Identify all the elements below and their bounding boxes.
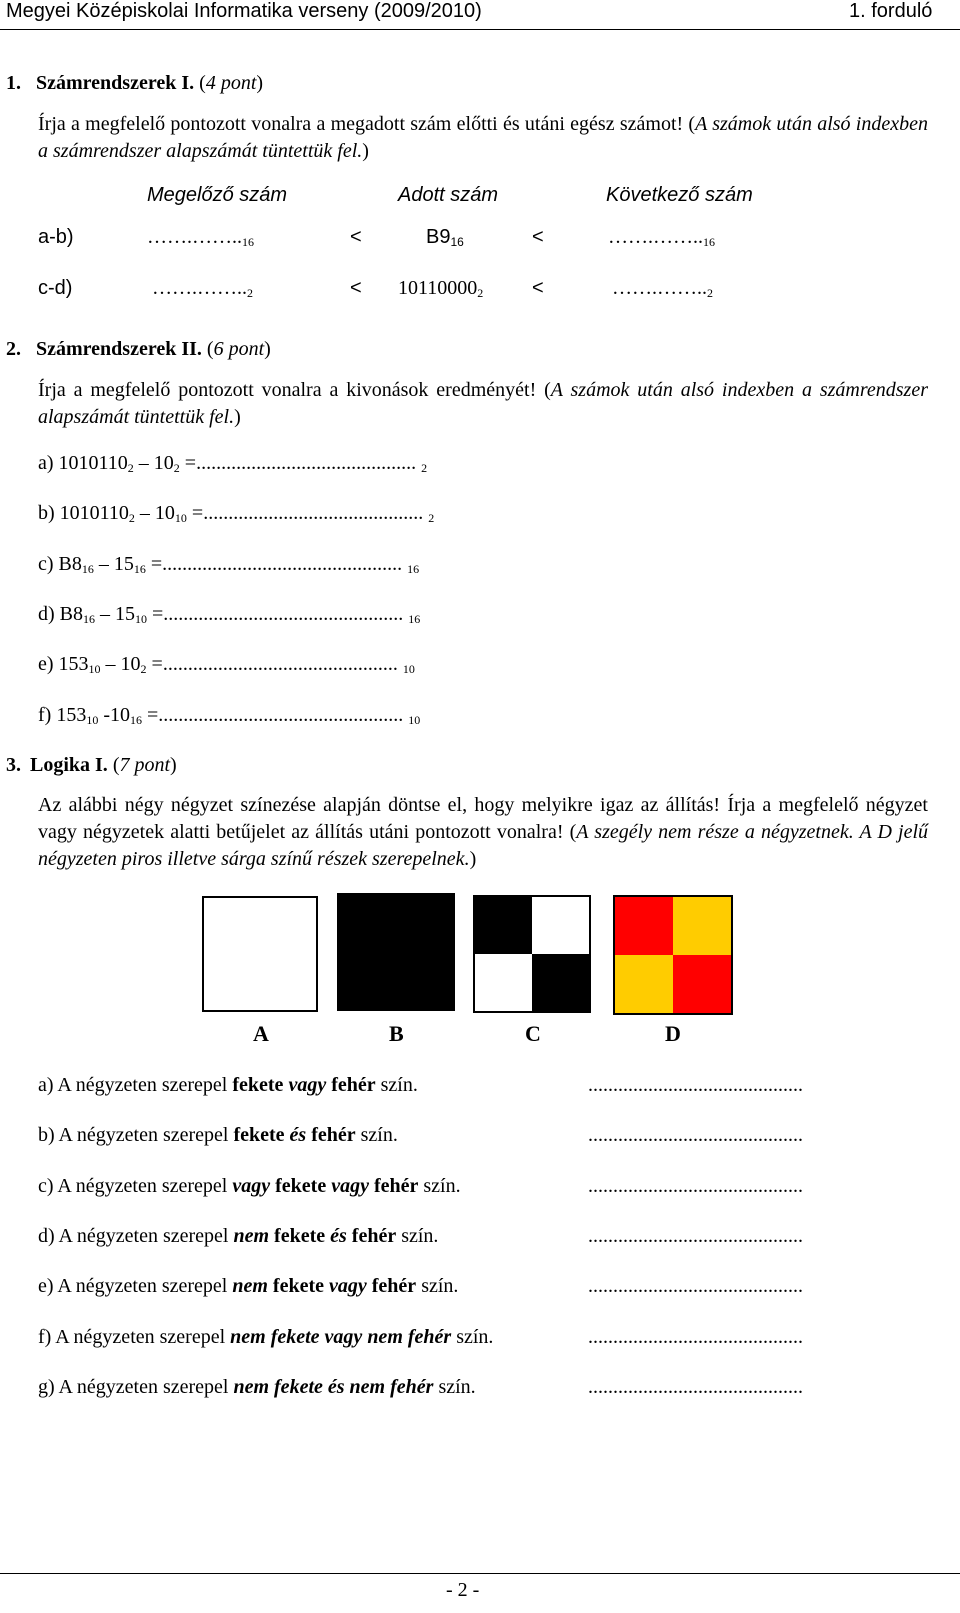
q2-item[interactable]: a) $1010110_2 - 10_2$ =............................................ $_2$ — [38, 452, 428, 475]
q3-heading: 3. Logika I. (7 pont) — [6, 754, 177, 776]
q1-text-a: Írja a megfelelő pontozott vonalra a megadott szám előtti és utáni egész számot! ( — [38, 113, 696, 135]
col-next-header: Következő szám — [606, 184, 753, 206]
q1-title: Számrendszerek I. — [36, 72, 195, 94]
answer-blank-e[interactable]: ........................................... — [588, 1275, 803, 1297]
q2-item[interactable]: c) $B8_{16} - 15_{16}$ =................................................ $_{16}$ — [38, 553, 420, 576]
q1-instructions — [38, 111, 928, 165]
square-letter-c: C — [525, 1021, 541, 1046]
q2-text-b: A számok után alsó indexben a számrendszer alapszámát tüntettük fel. — [38, 379, 928, 428]
answer-blank-g[interactable]: ........................................... — [588, 1376, 803, 1398]
q1-given-number: $B9_{16}$ — [426, 226, 464, 249]
square-letter-a: A — [253, 1021, 269, 1046]
q3-points: 7 pont — [119, 754, 171, 776]
header-rule — [0, 29, 960, 30]
q3-text-a: Az alábbi négy négyzet színezése alapján döntse el, hogy melyikre igaz az állítás! Írja a megfelelő négyzet vagy négyzetek alatti betűjelet az állítás utáni pontozott vonalra! ( — [38, 794, 928, 843]
q2-number: 2. — [6, 338, 21, 360]
q1-heading: 1. Számrendszerek I. (4 pont) — [6, 72, 264, 94]
statement-e: e) A négyzeten szerepel nem fekete vagy fehér szín. — [38, 1275, 459, 1297]
square-d — [613, 895, 733, 1015]
answer-blank-c[interactable]: ........................................... — [588, 1175, 803, 1197]
q2-text-c: ) — [234, 406, 241, 428]
statement-c: c) A négyzeten szerepel vagy fekete vagy fehér szín. — [38, 1175, 461, 1197]
q1-text-b: A számok után alsó indexben a számrendszer alapszámát tüntettük fel. — [38, 113, 928, 162]
q2-points: 6 pont — [213, 338, 265, 360]
less-than-sign: < — [532, 277, 544, 299]
q2-item[interactable]: d) $B8_{16} - 15_{10}$ =................................................ $_{16}$ — [38, 603, 421, 626]
answer-blank-a[interactable]: ........................................... — [588, 1074, 803, 1096]
q3-title: Logika I. — [30, 754, 108, 776]
q1-next-blank[interactable]: $\dots\dots.\dots\dots.._{16}$ — [608, 226, 715, 249]
statement-b: b) A négyzeten szerepel fekete és fehér szín. — [38, 1124, 398, 1146]
q1-prev-blank[interactable]: $\dots\dots.\dots\dots.._2$ — [152, 277, 253, 300]
q2-item[interactable]: e) $153_{10} - 10_2$ =............................................... $_{10}$ — [38, 653, 415, 676]
q3-text-b: A szegély nem része a négyzetnek. A D jelű négyzeten piros illetve sárga színű részek szerepelnek. — [38, 821, 929, 870]
q1-next-blank[interactable]: $\dots\dots.\dots\dots.._2$ — [612, 277, 713, 300]
q2-item[interactable]: f) $153_{10}$ $-10_{16}$ =................................................. $_{10}$ — [38, 704, 421, 727]
less-than-sign: < — [350, 277, 362, 299]
q1-row-label: a-b) — [38, 226, 74, 248]
square-a — [202, 896, 318, 1012]
header-round: 1. forduló — [849, 0, 933, 22]
statement-f: f) A négyzeten szerepel nem fekete vagy nem fehér szín. — [38, 1326, 494, 1348]
q2-item[interactable]: b) $1010110_2 - 10_{10}$ =............................................ $_2$ — [38, 502, 435, 525]
answer-blank-b[interactable]: ........................................... — [588, 1124, 803, 1146]
q1-points: 4 pont — [205, 72, 257, 94]
less-than-sign: < — [350, 226, 362, 248]
q2-title: Számrendszerek II. — [36, 338, 202, 360]
statement-g: g) A négyzeten szerepel nem fekete és nem fehér szín. — [38, 1376, 476, 1398]
q1-prev-blank[interactable]: $\dots\dots.\dots\dots.._{16}$ — [147, 226, 254, 249]
answer-blank-f[interactable]: ........................................... — [588, 1326, 803, 1348]
footer-rule — [0, 1573, 960, 1574]
q2-instructions — [38, 377, 928, 431]
square-letter-d: D — [665, 1021, 681, 1046]
page-number: - 2 - — [446, 1579, 480, 1601]
square-c — [473, 895, 591, 1013]
col-given-header: Adott szám — [398, 184, 499, 206]
header-title: Megyei Középiskolai Informatika verseny (2009/2010) — [6, 0, 482, 22]
statement-a: a) A négyzeten szerepel fekete vagy fehér szín. — [38, 1074, 418, 1096]
less-than-sign: < — [532, 226, 544, 248]
q3-instructions — [38, 792, 928, 873]
q2-text-a: Írja a megfelelő pontozott vonalra a kivonások eredményét! ( — [38, 379, 551, 401]
answer-blank-d[interactable]: ........................................... — [588, 1225, 803, 1247]
q2-heading: 2. Számrendszerek II. (6 pont) — [6, 338, 271, 360]
square-letter-b: B — [389, 1021, 404, 1046]
q1-row-label: c-d) — [38, 277, 73, 299]
q1-given-number: $10110000_2$ — [398, 277, 484, 300]
col-prev-header: Megelőző szám — [147, 184, 288, 206]
square-b — [337, 893, 455, 1011]
q1-text-c: ) — [362, 140, 369, 162]
q1-number: 1. — [6, 72, 21, 94]
q3-text-c: ) — [469, 848, 477, 870]
statement-d: d) A négyzeten szerepel nem fekete és fehér szín. — [38, 1225, 439, 1247]
q3-number: 3. — [6, 754, 21, 776]
